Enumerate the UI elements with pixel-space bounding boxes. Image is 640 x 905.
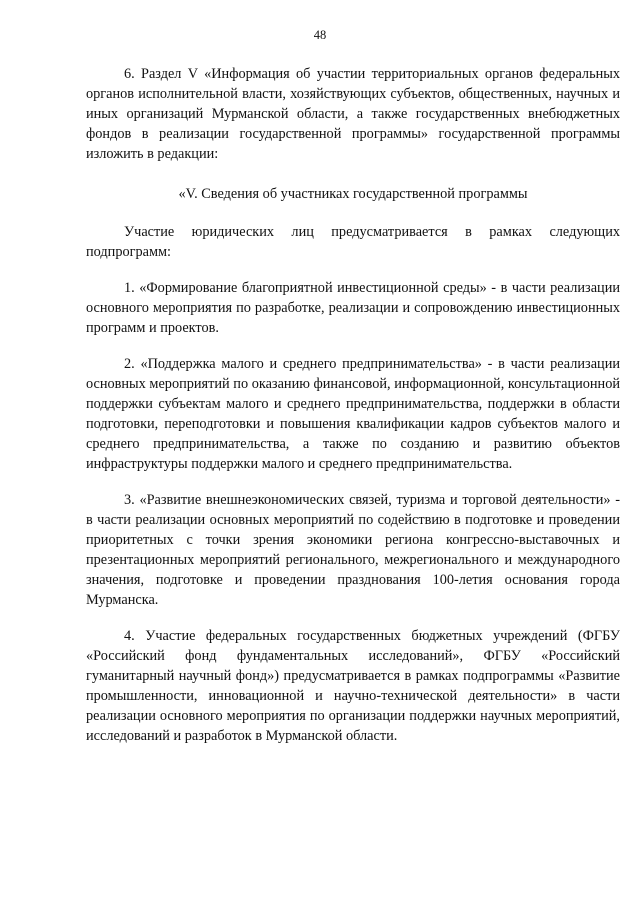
intro-paragraph: 6. Раздел V «Информация об участии территориальных органов федеральных органов исполнительной власти, хозяйствующих субъектов, общественных, научных и иных организаций Мурманской области, а также государственных внебюджетных фондов в реализации государственной программы» государственной программы изложить в редакции:: [86, 66, 620, 162]
participant-item-4: 4. Участие федеральных государственных бюджетных учреждений (ФГБУ «Российский фонд фундаментальных исследований», ФГБУ «Российский гуманитарный научный фонд») предусматривается в рамках подпрограммы «Развитие промышленности, инновационной и научно-технической деятельности» в части реализации основного мероприятия по организации поддержки научных мероприятий, исследований и разработок в Мурманской области.: [86, 628, 620, 744]
spacer: [86, 474, 620, 490]
lead-paragraph: Участие юридических лиц предусматривается в рамках следующих подпрограмм:: [86, 224, 620, 260]
spacer: [86, 338, 620, 354]
subprogram-item-1: 1. «Формирование благоприятной инвестиционной среды» - в части реализации основного мероприятия по разработке, реализации и сопровождению инвестиционных программ и проектов.: [86, 280, 620, 336]
spacer: [86, 262, 620, 278]
subprogram-item-3: 3. «Развитие внешнеэкономических связей, туризма и торговой деятельности» - в части реализации основных мероприятий по содействию в подготовке и проведении приоритетных с точки зрения экономики региона конгрессно-выставочных и презентационных мероприятий регионального, межрегионального и международного значения, подготовке и проведении празднования 100-летия основания города Мурманска.: [86, 492, 620, 608]
document-body: [86, 64, 620, 746]
spacer: [86, 164, 620, 184]
section-heading: «V. Сведения об участниках государственной программы: [178, 186, 528, 202]
spacer: [86, 204, 620, 222]
page-number: 48: [313, 28, 327, 42]
subprogram-item-2: 2. «Поддержка малого и среднего предпринимательства» - в части реализации основных мероприятий по оказанию финансовой, информационной, консультационной поддержки субъектам малого и среднего предпринимательства, поддержки в области подготовки, переподготовки и повышения квалификации кадров субъектов малого и среднего предпринимательства, а также по созданию и развитию объектов инфраструктуры поддержки малого и среднего предпринимательства.: [86, 356, 620, 472]
spacer: [86, 610, 620, 626]
